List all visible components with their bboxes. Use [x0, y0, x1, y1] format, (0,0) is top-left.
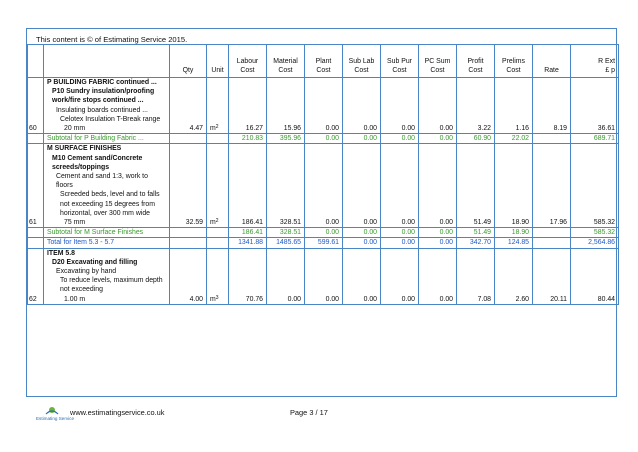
plant-cost: 0.00 — [305, 78, 343, 134]
subpur-cost: 0.00 — [381, 144, 419, 228]
item-unit: $m^2$ — [207, 78, 229, 134]
total-subpur: 0.00 — [381, 238, 419, 248]
subtotal-material: 328.51 — [267, 228, 305, 238]
subtotal-plant: 0.00 — [305, 134, 343, 144]
rate: 20.11 — [533, 248, 571, 304]
subtotal-row — [28, 134, 619, 144]
subtotal-sublab: 0.00 — [343, 134, 381, 144]
header-rext: R Ext £ p — [571, 45, 619, 78]
header-pcsum: PC Sum Cost — [419, 45, 457, 78]
sublab-cost: 0.00 — [343, 144, 381, 228]
rate-extension: 585.32 — [571, 144, 619, 228]
total-labour: 1341.88 — [229, 238, 267, 248]
total-material: 1485.65 — [267, 238, 305, 248]
plant-cost: 0.00 — [305, 248, 343, 304]
prelims-cost: 18.90 — [495, 144, 533, 228]
total-row — [28, 238, 619, 248]
estimating-service-logo — [36, 405, 74, 423]
rate: 17.96 — [533, 144, 571, 228]
subtotal-subpur: 0.00 — [381, 228, 419, 238]
item-qty: 4.00 — [170, 248, 207, 304]
page-number: Page 3 / 17 — [290, 408, 328, 417]
subtotal-rext: 689.71 — [571, 134, 619, 144]
subtotal-rext: 585.32 — [571, 228, 619, 238]
footer-url[interactable]: www.estimatingservice.co.uk — [70, 408, 165, 417]
material-cost: 0.00 — [267, 248, 305, 304]
table-row — [28, 78, 619, 134]
material-cost: 15.96 — [267, 78, 305, 134]
total-profit: 342.70 — [457, 238, 495, 248]
plant-cost: 0.00 — [305, 144, 343, 228]
rate-extension: 36.61 — [571, 78, 619, 134]
subpur-cost: 0.00 — [381, 78, 419, 134]
header-plant: Plant Cost — [305, 45, 343, 78]
svg-text:Estimating Service: Estimating Service — [36, 416, 74, 421]
table-row — [28, 248, 619, 304]
profit-cost: 3.22 — [457, 78, 495, 134]
header-rate: Rate — [533, 45, 571, 78]
total-plant: 599.61 — [305, 238, 343, 248]
item-ref: 60 — [28, 78, 44, 134]
total-label: Total for Item 5.3 - 5.7 — [44, 238, 170, 248]
table-row — [28, 144, 619, 228]
subtotal-rate — [533, 134, 571, 144]
subtotal-prelims: 22.02 — [495, 134, 533, 144]
labour-cost: 186.41 — [229, 144, 267, 228]
subtotal-prelims: 18.90 — [495, 228, 533, 238]
header-sublab: Sub Lab Cost — [343, 45, 381, 78]
item-qty: 32.59 — [170, 144, 207, 228]
rate-extension: 80.44 — [571, 248, 619, 304]
copyright-notice: This content is © of Estimating Service 2015. — [36, 35, 188, 44]
header-labour: Labour Cost — [229, 45, 267, 78]
sublab-cost: 0.00 — [343, 248, 381, 304]
profit-cost: 51.49 — [457, 144, 495, 228]
subtotal-rate — [533, 228, 571, 238]
pcsum-cost: 0.00 — [419, 144, 457, 228]
item-description: M SURFACE FINISHES M10 Cement sand/Concrete screeds/toppings Cement and sand 1:3, work to floors Screeded beds, level and to falls not exceeding 15 degrees from horizontal, over 300 mm wide 75 mm — [44, 144, 170, 228]
item-description: ITEM 5.8 D20 Excavating and filling Excavating by hand To reduce levels, maximum depth not exceeding 1.00 m — [44, 248, 170, 304]
total-rate — [533, 238, 571, 248]
header-prelims: Prelims Cost — [495, 45, 533, 78]
item-unit: $m^3$ — [207, 248, 229, 304]
prelims-cost: 2.60 — [495, 248, 533, 304]
subtotal-plant: 0.00 — [305, 228, 343, 238]
header-material: Material Cost — [267, 45, 305, 78]
subtotal-pcsum: 0.00 — [419, 134, 457, 144]
header-subpur: Sub Pur Cost — [381, 45, 419, 78]
total-sublab: 0.00 — [343, 238, 381, 248]
subtotal-subpur: 0.00 — [381, 134, 419, 144]
pcsum-cost: 0.00 — [419, 248, 457, 304]
subtotal-row — [28, 228, 619, 238]
subtotal-label: Subtotal for P Building Fabric ... — [44, 134, 170, 144]
item-unit: $m^2$ — [207, 144, 229, 228]
header-profit: Profit Cost — [457, 45, 495, 78]
header-qty: Qty — [170, 45, 207, 78]
header-row — [28, 45, 619, 78]
subtotal-label: Subtotal for M Surface Finishes — [44, 228, 170, 238]
subtotal-sublab: 0.00 — [343, 228, 381, 238]
subtotal-profit: 51.49 — [457, 228, 495, 238]
rate: 8.19 — [533, 78, 571, 134]
subtotal-labour: 210.83 — [229, 134, 267, 144]
total-prelims: 124.85 — [495, 238, 533, 248]
prelims-cost: 1.16 — [495, 78, 533, 134]
item-qty: 4.47 — [170, 78, 207, 134]
subtotal-pcsum: 0.00 — [419, 228, 457, 238]
labour-cost: 16.27 — [229, 78, 267, 134]
profit-cost: 7.08 — [457, 248, 495, 304]
total-rext: 2,564.86 — [571, 238, 619, 248]
subtotal-labour: 186.41 — [229, 228, 267, 238]
item-ref: 61 — [28, 144, 44, 228]
sublab-cost: 0.00 — [343, 78, 381, 134]
item-description: P BUILDING FABRIC continued ... P10 Sundry insulation/proofing work/fire stops continued ... Insulating boards continued ... Celotex Insulation T-Break range 20 mm — [44, 78, 170, 134]
item-ref: 62 — [28, 248, 44, 304]
total-pcsum: 0.00 — [419, 238, 457, 248]
labour-cost: 70.76 — [229, 248, 267, 304]
estimate-table — [27, 44, 619, 305]
material-cost: 328.51 — [267, 144, 305, 228]
pcsum-cost: 0.00 — [419, 78, 457, 134]
subtotal-material: 395.96 — [267, 134, 305, 144]
subpur-cost: 0.00 — [381, 248, 419, 304]
subtotal-profit: 60.90 — [457, 134, 495, 144]
header-unit: Unit — [207, 45, 229, 78]
